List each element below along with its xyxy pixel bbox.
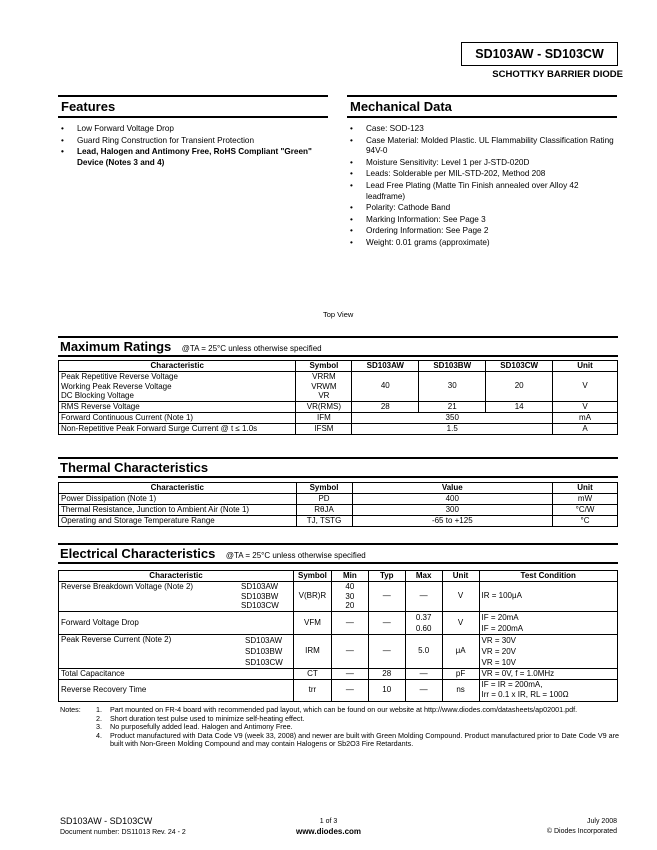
list-item: • Marking Information: See Page 3 [347,215,617,226]
table-row [59,505,618,516]
table-cell: — [368,611,405,634]
table-cell [479,634,617,668]
symbol-line: VRWM [311,381,337,391]
table-cell [59,372,296,402]
characteristic-line: Working Peak Reverse Voltage [61,381,172,391]
max-ratings-heading: Maximum Ratings [60,339,172,354]
table-cell: Reverse Recovery Time [59,679,294,701]
part-label: SD103AW [245,635,283,645]
table-cell: IRM [293,634,331,668]
thermal-heading-bar [58,457,618,478]
table-cell: Total Capacitance [59,668,294,679]
symbol-line: VRRM [312,372,336,381]
table-cell: 21 [419,401,486,412]
table-row [59,516,618,527]
part-label: SD103BW [241,591,279,601]
table-cell: — [331,679,368,701]
table-cell: — [368,582,405,612]
footer-website[interactable]: www.diodes.com [295,827,362,836]
test-condition: VR = 30V [481,635,516,645]
table-row [59,679,618,701]
table-cell [479,611,617,634]
column-header: Characteristic [59,571,294,582]
min-value: 30 [345,591,355,601]
table-cell: mW [553,494,618,505]
table-cell [296,372,352,402]
column-header: SD103AW [352,361,419,372]
table-cell: 300 [352,505,553,516]
test-condition: Irr = 0.1 x IR, RL = 100Ω [481,690,569,699]
list-item: • Guard Ring Construction for Transient Protection [58,136,328,147]
table-cell: μA [442,634,479,668]
table-cell: RMS Reverse Voltage [59,401,296,412]
test-condition: VR = 10V [481,657,516,667]
note-number: 3. [96,722,102,732]
column-header: SD103BW [419,361,486,372]
column-header: Unit [553,361,618,372]
list-item: • Case: SOD-123 [347,124,617,135]
thermal-heading: Thermal Characteristics [60,460,209,475]
list-item: • Lead, Halogen and Antimony Free, RoHS Compliant "Green" Device (Notes 3 and 4) [58,147,328,168]
list-item: • Low Forward Voltage Drop [58,124,328,135]
characteristic-line: DC Blocking Voltage [61,391,134,400]
footer-part: SD103AW - SD103CW [60,816,153,826]
column-header: Typ [368,571,405,582]
features-heading: Features [58,95,328,118]
part-label: SD103AW [241,582,279,591]
part-label: SD103BW [245,646,283,656]
column-header: SD103CW [486,361,553,372]
table-cell: 5.0 [405,634,442,668]
note-text: Part mounted on FR-4 board with recommended pad layout, which can be found on our website at http://www.diodes.com/datasheets/ap02001.pdf. [110,705,578,714]
column-header: Characteristic [59,361,296,372]
table-cell: 30 [419,372,486,402]
table-cell: — [331,668,368,679]
table-row [59,668,618,679]
device-type-subtitle: SCHOTTKY BARRIER DIODE [492,69,623,80]
table-cell: Forward Continuous Current (Note 1) [59,412,296,423]
column-header: Value [352,483,553,494]
table-cell: °C/W [553,505,618,516]
part-label: SD103CW [241,601,279,610]
list-item: • Ordering Information: See Page 2 [347,226,617,237]
footer-date: July 2008 [587,818,617,825]
table-cell: 14 [486,401,553,412]
table-cell: Non-Repetitive Peak Forward Surge Current @ t ≤ 1.0s [59,423,296,434]
note-number: 4. [96,730,102,740]
footer-page: 1 of 3 [319,818,338,825]
table-cell: — [405,668,442,679]
column-header: Symbol [293,571,331,582]
note-number: 2. [96,713,102,723]
table-cell: °C [553,516,618,527]
test-condition: IF = 200mA [481,623,524,633]
table-cell: VFM [293,611,331,634]
table-cell: 1.5 [352,423,553,434]
test-condition: IF = 20mA [481,612,519,622]
mechanical-section [347,95,617,250]
table-cell: A [553,423,618,434]
column-header: Symbol [296,361,352,372]
column-header: Max [405,571,442,582]
table-cell: Thermal Resistance, Junction to Ambient Air (Note 1) [59,505,297,516]
table-cell: — [405,582,442,612]
table-cell: IR = 100μA [479,582,617,612]
min-value: 20 [345,601,355,610]
mechanical-heading: Mechanical Data [347,95,617,118]
max-ratings-table [58,360,618,435]
table-cell [59,582,294,612]
top-view-caption: Top View [323,310,354,319]
table-cell: VR(RMS) [296,401,352,412]
max-value: 0.60 [415,623,432,633]
table-cell: trr [293,679,331,701]
notes-section [60,706,620,749]
table-header-row [59,571,618,582]
note-number: 1. [96,705,102,714]
table-row [59,401,618,412]
table-cell: Forward Voltage Drop [59,611,294,634]
part-number-title: SD103AW - SD103CW [461,42,618,66]
table-cell: 28 [368,668,405,679]
list-item: • Polarity: Cathode Band [347,203,617,214]
column-header: Characteristic [59,483,297,494]
table-cell: Operating and Storage Temperature Range [59,516,297,527]
table-cell: 28 [352,401,419,412]
note-text: Product manufactured with Data Code V9 (week 33, 2008) and newer are built with Green Molding Compound. Product manufactured prior to Date Code V9 are built with Non-Green Molding Compound and may contain Halogens or Sb2O3 Fire Retardants. [110,730,619,749]
table-cell: V [553,372,618,402]
table-cell: — [368,634,405,668]
table-cell: 40 [352,372,419,402]
symbol-line: VR [318,391,330,400]
table-cell [59,634,294,668]
part-label: SD103CW [245,657,283,667]
table-cell: VR = 0V, f = 1.0MHz [479,668,617,679]
column-header: Test Condition [479,571,617,582]
table-cell: -65 to +125 [352,516,553,527]
electrical-condition: @TA = 25°C unless otherwise specified [225,551,366,560]
table-cell: 10 [368,679,405,701]
list-item: • Lead Free Plating (Matte Tin Finish annealed over Alloy 42 leadframe) [347,181,617,202]
note-text: No purposefully added lead. Halogen and Antimony Free. [110,722,293,732]
table-row [59,372,618,402]
table-row [59,412,618,423]
table-cell: V [553,401,618,412]
table-cell: V [442,611,479,634]
table-row [59,611,618,634]
table-header-row [59,483,618,494]
table-header-row [59,361,618,372]
electrical-heading-bar [58,543,618,564]
table-cell: TJ, TSTG [296,516,352,527]
list-item: • Case Material: Molded Plastic. UL Flammability Classification Rating 94V-0 [347,136,617,157]
max-value: 0.37 [415,612,432,622]
features-section [58,95,328,169]
table-cell: ns [442,679,479,701]
column-header: Unit [442,571,479,582]
footer-copyright: © Diodes Incorporated [546,828,617,835]
table-cell: RθJA [296,505,352,516]
list-item: • Weight: 0.01 grams (approximate) [347,238,617,249]
table-cell: — [405,679,442,701]
table-cell: Power Dissipation (Note 1) [59,494,297,505]
column-header: Unit [553,483,618,494]
table-cell: 350 [352,412,553,423]
test-condition: IF = IR = 200mA, [481,679,543,689]
table-cell: V [442,582,479,612]
mechanical-list [347,124,617,249]
characteristic-line: Peak Repetitive Reverse Voltage [61,372,178,381]
table-cell: V(BR)R [293,582,331,612]
max-ratings-condition: @TA = 25°C unless otherwise specified [181,344,322,353]
notes-label: Notes: [60,705,81,714]
table-cell: — [331,634,368,668]
table-cell: — [331,611,368,634]
min-value: 40 [345,582,355,591]
characteristic-label: Reverse Breakdown Voltage (Note 2) [61,582,194,591]
thermal-table [58,482,618,527]
table-cell: IFSM [296,423,352,434]
table-cell [405,611,442,634]
table-cell: 20 [486,372,553,402]
characteristic-label: Peak Reverse Current (Note 2) [61,634,172,644]
table-cell [331,582,368,612]
table-cell: IFM [296,412,352,423]
list-item [96,732,620,749]
list-item: • Moisture Sensitivity: Level 1 per J-STD-020D [347,158,617,169]
test-condition: VR = 20V [481,646,516,656]
table-row [59,423,618,434]
table-cell: CT [293,668,331,679]
table-row [59,582,618,612]
column-header: Symbol [296,483,352,494]
table-row [59,634,618,668]
electrical-table [58,570,618,702]
table-cell: pF [442,668,479,679]
note-text: Short duration test pulse used to minimize self-heating effect. [110,713,305,723]
features-list [58,124,328,168]
table-cell: PD [296,494,352,505]
list-item: • Leads: Solderable per MIL-STD-202, Method 208 [347,169,617,180]
table-cell: 400 [352,494,553,505]
electrical-heading: Electrical Characteristics [60,546,216,561]
max-ratings-heading-bar [58,336,618,357]
footer-docnum: Document number: DS11013 Rev. 24 - 2 [60,829,186,836]
table-cell [479,679,617,701]
column-header: Min [331,571,368,582]
table-row [59,494,618,505]
table-cell: mA [553,412,618,423]
